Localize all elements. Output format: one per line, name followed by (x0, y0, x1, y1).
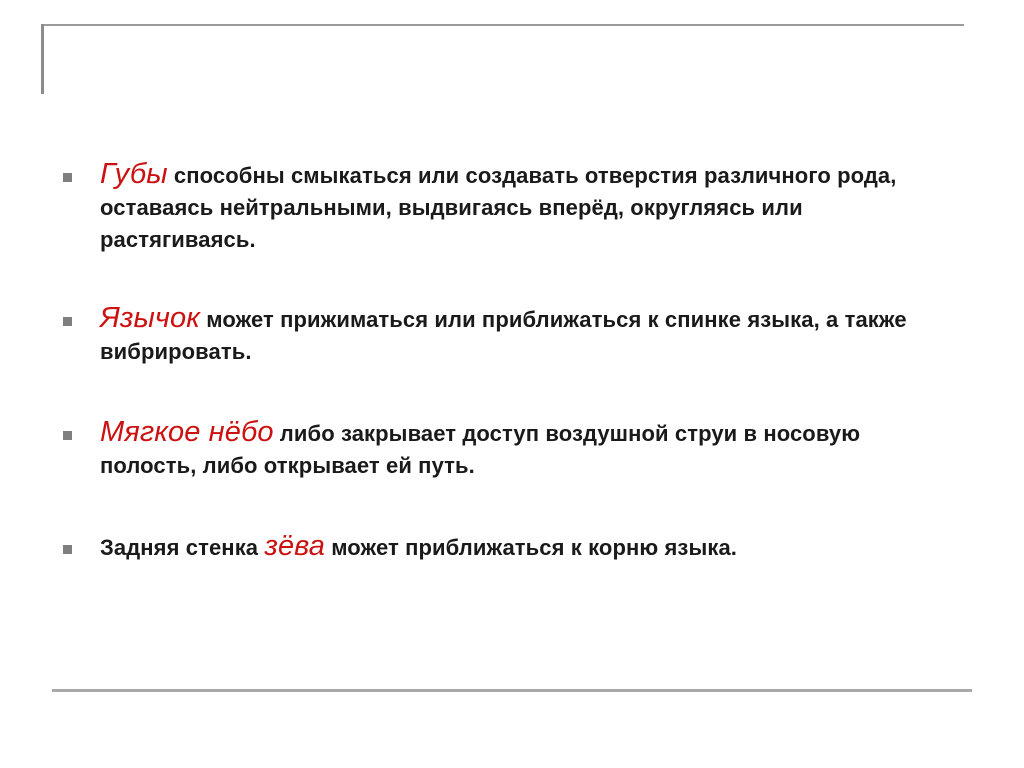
bullet-item-pharynx (100, 530, 960, 564)
square-bullet-icon (63, 431, 72, 440)
bullet-item-uvula (100, 302, 960, 368)
bullet-prefix: Задняя стенка (100, 535, 265, 560)
square-bullet-icon (63, 317, 72, 326)
square-bullet-icon (63, 545, 72, 554)
highlight-term: зёва (264, 530, 325, 562)
bullet-body: либо закрывает доступ воздушной струи в носовую полость, либо открывает ей путь. (100, 421, 861, 478)
bullet-item-soft-palate (100, 416, 960, 482)
bullet-text (100, 158, 960, 256)
bullet-body: может приближаться к корню языка. (325, 535, 737, 560)
bullet-text (100, 530, 960, 564)
bullet-item-lips (100, 158, 960, 256)
bullet-body: может прижиматься или приближаться к спинке языка, а также вибрировать. (100, 307, 907, 364)
highlight-term: Язычок (100, 302, 201, 334)
frame-bottom-line (52, 689, 972, 692)
bullet-body: способны смыкаться или создавать отверстия различного рода, оставаясь нейтральными, выдвигаясь вперёд, округляясь или растягиваясь. (100, 163, 897, 252)
highlight-term: Мягкое нёбо (100, 416, 274, 448)
highlight-term: Губы (100, 158, 168, 190)
bullet-text (100, 416, 960, 482)
bullet-text (100, 302, 960, 368)
square-bullet-icon (63, 173, 72, 182)
